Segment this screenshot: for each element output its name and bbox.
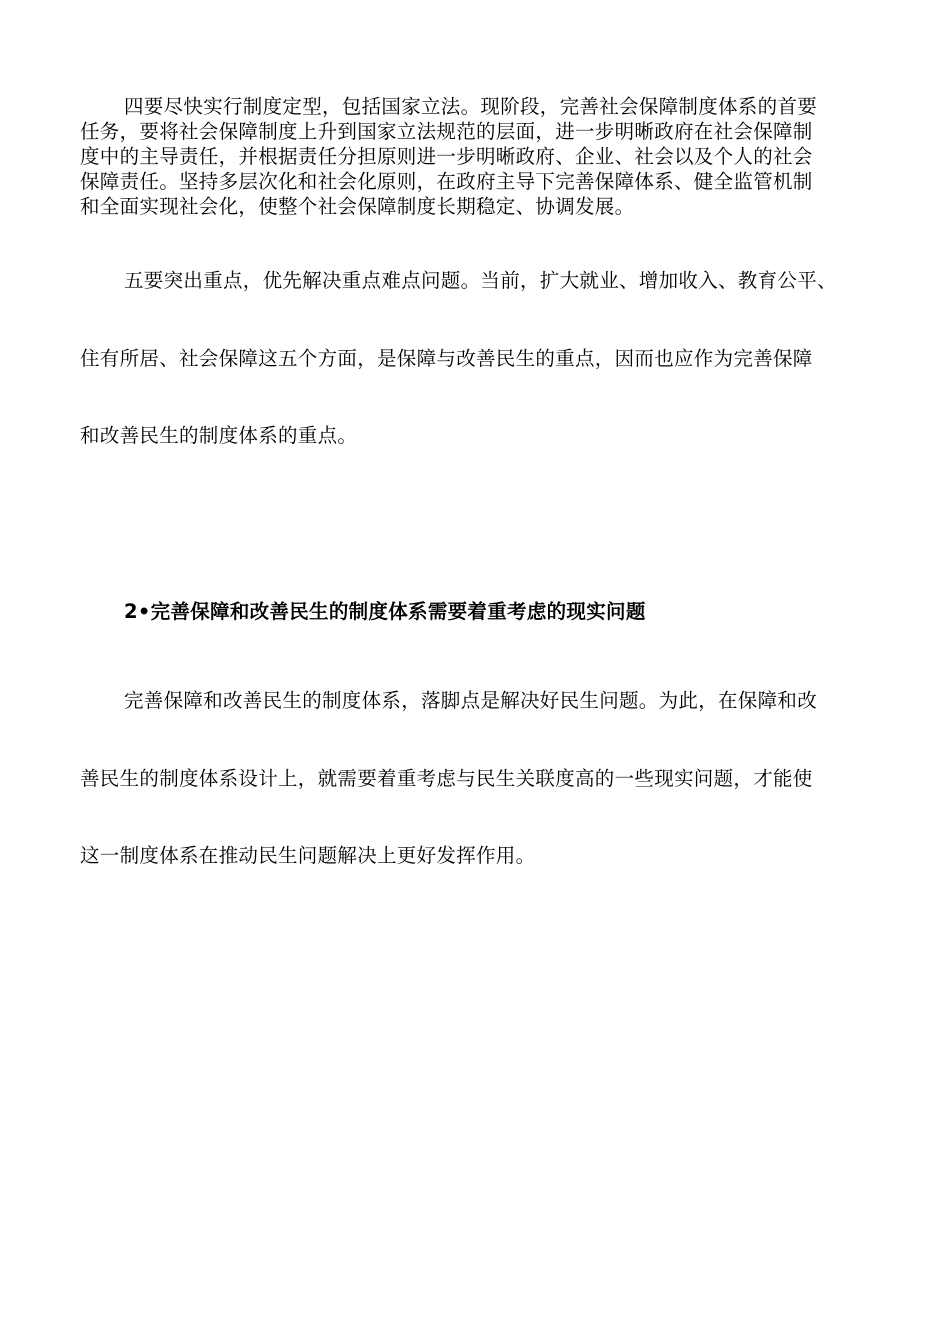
paragraph-1-line-2: 任务，要将社会保障制度上升到国家立法规范的层面，进一步明晰政府在社会保障制 [80, 120, 813, 143]
section-heading: 2•完善保障和改善民生的制度体系需要着重考虑的现实问题 [124, 600, 646, 623]
paragraph-1-line-1: 四要尽快实行制度定型，包括国家立法。现阶段，完善社会保障制度体系的首要 [124, 95, 818, 118]
paragraph-3-line-2: 善民生的制度体系设计上，就需要着重考虑与民生关联度高的一些现实问题，才能使 [80, 767, 813, 790]
paragraph-1-line-3: 度中的主导责任，并根据责任分担原则进一步明晰政府、企业、社会以及个人的社会 [80, 145, 813, 168]
paragraph-3-line-3: 这一制度体系在推动民生问题解决上更好发挥作用。 [80, 844, 536, 867]
paragraph-2-line-3: 和改善民生的制度体系的重点。 [80, 424, 358, 447]
paragraph-3-line-1: 完善保障和改善民生的制度体系，落脚点是解决好民生问题。为此，在保障和改 [124, 689, 818, 712]
paragraph-1-line-5: 和全面实现社会化，使整个社会保障制度长期稳定、协调发展。 [80, 195, 635, 218]
paragraph-1-line-4: 保障责任。坚持多层次化和社会化原则，在政府主导下完善保障体系、健全监管机制 [80, 170, 813, 193]
paragraph-2-line-2: 住有所居、社会保障这五个方面，是保障与改善民生的重点，因而也应作为完善保障 [80, 347, 813, 370]
paragraph-2-line-1: 五要突出重点，优先解决重点难点问题。当前，扩大就业、增加收入、教育公平、 [124, 269, 837, 292]
